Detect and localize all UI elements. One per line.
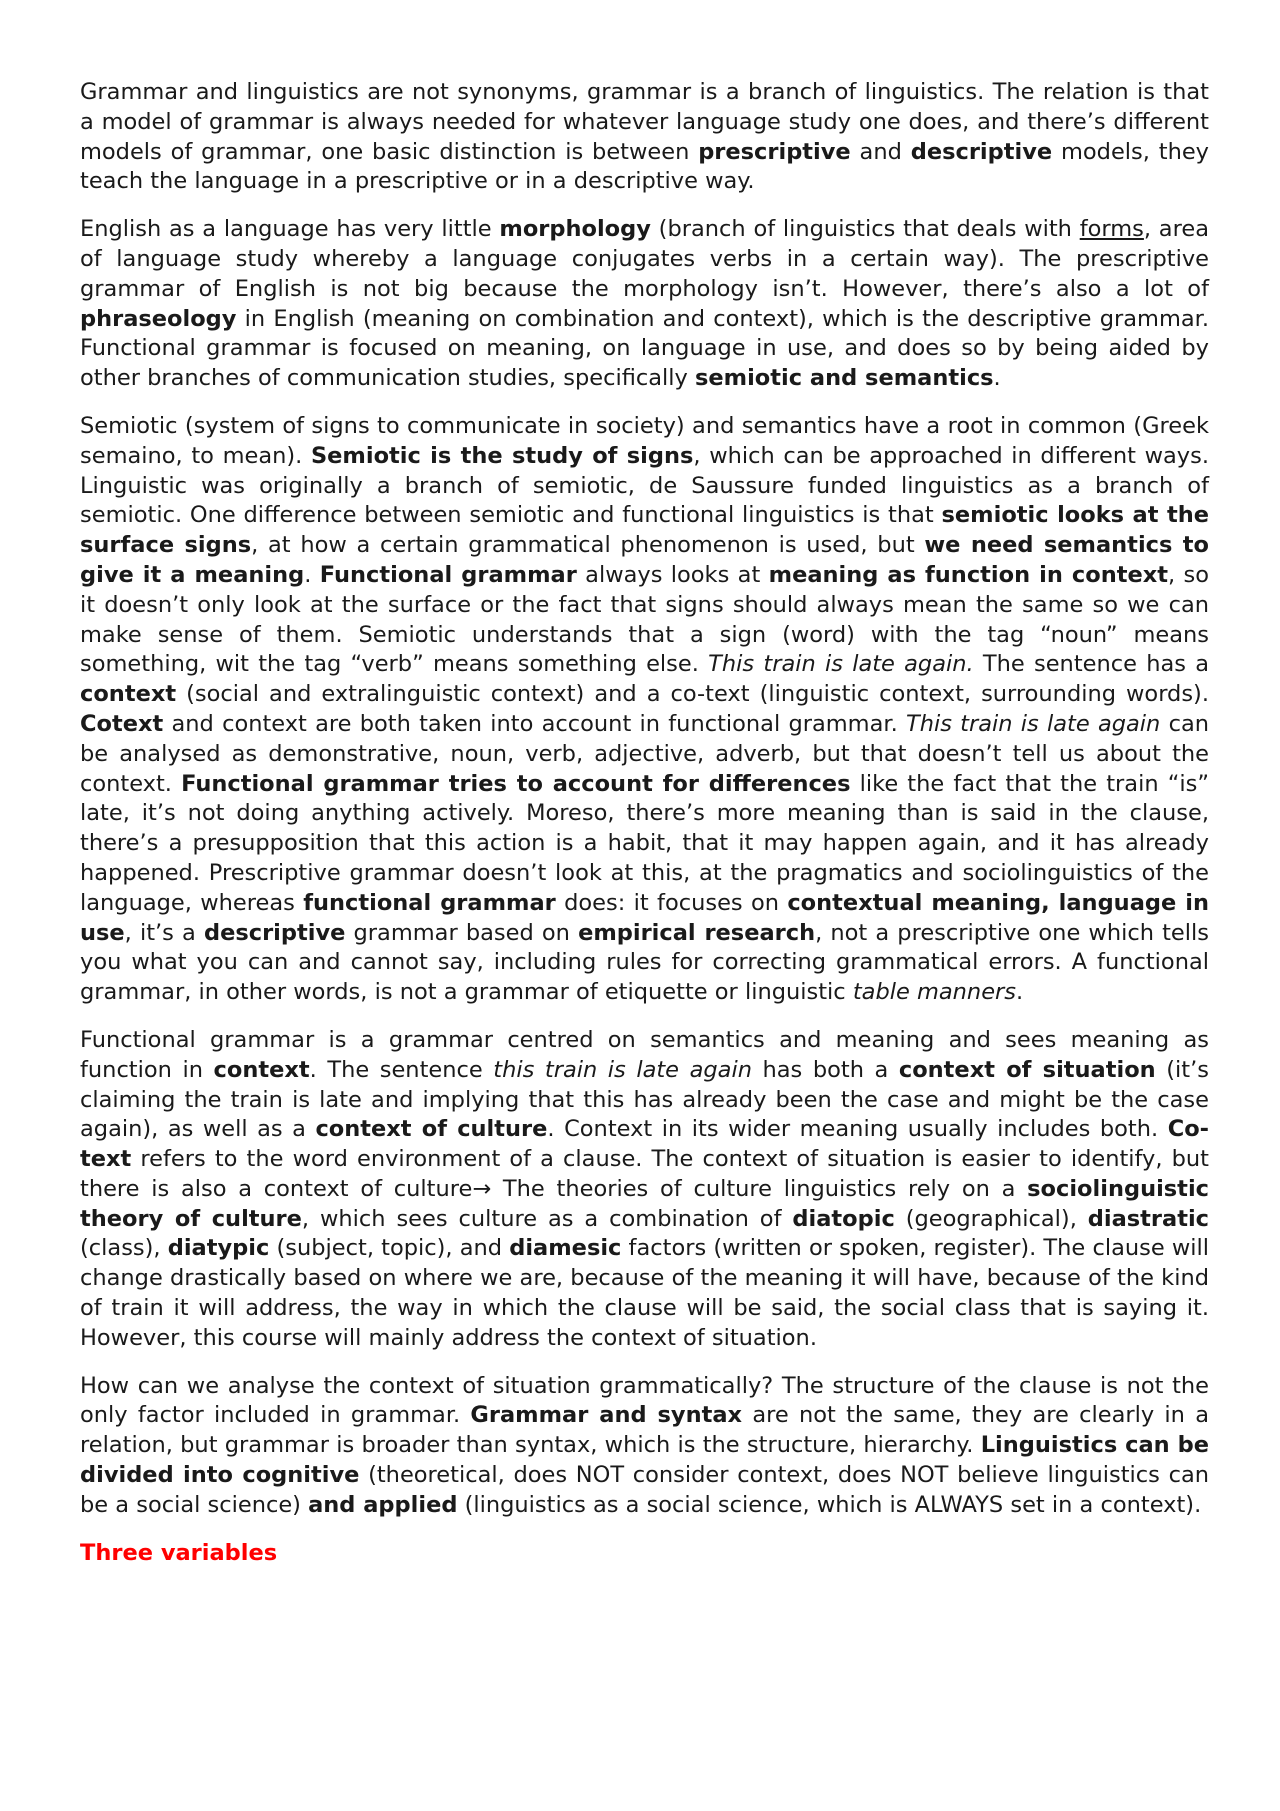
bold-term: diatypic xyxy=(167,1235,270,1262)
bold-term: Functional grammar xyxy=(319,561,577,588)
text-run: , area of language study whereby a language conjugates verbs in a certain way). The prescriptive grammar of English is not big because the morphology isn’t. However, there’s also a lot of xyxy=(80,216,1209,302)
text-run: . The sentence xyxy=(309,1056,494,1083)
text-run: like the fact that the train “is” late, it’s not doing anything actively. Moreso, there’s more meaning than is said in the clause, there’s a presupposition that this action is a habit, that it may happen again, and it has already happened. Prescriptive grammar doesn’t look at this, at the pragmatics and sociolinguistics of the language, whereas xyxy=(80,770,1209,916)
bold-term: Cotext xyxy=(80,710,164,737)
text-run: (branch of linguistics that deals with xyxy=(650,216,1080,243)
paragraph-grammar-linguistics xyxy=(80,78,1209,197)
text-run: Grammar and linguistics are not synonyms, grammar is a branch of linguistics. The relation is that a model of grammar is always needed for whatever language study one does, and there’s different models of grammar, one basic distinction is between xyxy=(80,79,1209,165)
bold-term: phraseology xyxy=(80,305,237,332)
text-run: (class), xyxy=(80,1235,168,1262)
bold-term: context xyxy=(213,1056,310,1083)
text-run: and xyxy=(850,138,911,165)
bold-term: Co-text xyxy=(80,1116,1209,1173)
underlined-term: forms xyxy=(1079,216,1144,243)
bold-term: functional grammar xyxy=(303,889,556,916)
text-run: . xyxy=(993,365,1001,392)
italic-text: This train is late again xyxy=(905,710,1161,737)
text-run: Semiotic (system of signs to communicate in society) and semantics have a root in common (Greek semaino, to mean). xyxy=(80,412,1209,469)
text-run: , not a prescriptive one which tells you what you can and cannot say, including rules for correcting grammatical errors. A functional grammar, in other words, is not a grammar of etiquette or linguistic xyxy=(80,919,1209,1006)
bold-term: context xyxy=(80,681,177,708)
text-run: and context are both taken into account in functional grammar. xyxy=(163,710,906,737)
text-run: (subject, topic), and xyxy=(269,1235,510,1262)
text-run: English as a language has very little xyxy=(80,216,500,243)
text-run: (social and extralinguistic context) and a co-text (linguistic context, surrounding words). xyxy=(176,681,1209,708)
bold-term: context of situation xyxy=(898,1056,1156,1083)
text-run: does: it focuses on xyxy=(555,889,788,916)
bold-term: semiotic and semantics xyxy=(695,365,994,392)
text-run: are not the same, they are clearly in a relation, but grammar is broader than syntax, which is the structure, hierarchy. xyxy=(80,1402,1209,1459)
bold-term: Functional grammar tries to account for differences xyxy=(181,770,851,797)
bold-term: diamesic xyxy=(509,1235,622,1262)
bold-term: diastratic xyxy=(1087,1205,1210,1232)
bold-term: descriptive xyxy=(203,919,346,946)
text-run: The sentence has a xyxy=(973,651,1209,678)
text-run: How can we analyse the context of situation grammatically? The structure of the clause is not the only factor included in grammar. xyxy=(80,1372,1209,1429)
text-run: (it’s claiming the train is late and implying that this has already been the case and might be the case again), as well as a xyxy=(80,1056,1209,1143)
text-run: refers to the word environment of a clause. The context of situation is easier to identify, but there is also a context of culture→ The theories of culture linguistics rely on a xyxy=(80,1146,1209,1202)
paragraph-morphology xyxy=(80,215,1209,394)
text-run: . xyxy=(304,561,320,588)
text-run: , so it doesn’t only look at the surface or the fact that signs should always mean the same so we can make sense of them. Semiotic understands that a sign (word) with the tag “noun” means something, wit the tag “verb” means something else. xyxy=(80,561,1210,678)
bold-term: Linguistics can be divided into cognitive xyxy=(80,1432,1209,1489)
bold-term: Semiotic is the study of signs xyxy=(310,442,694,469)
paragraph-functional-grammar xyxy=(80,1026,1209,1354)
bold-term: prescriptive xyxy=(698,138,851,165)
italic-text: this train is late again xyxy=(493,1056,752,1083)
italic-text: table manners xyxy=(852,979,1017,1006)
document-page xyxy=(80,78,1209,1586)
text-run: , it’s a xyxy=(124,919,204,946)
text-run: . Context in its wider meaning usually includes both. xyxy=(547,1116,1168,1143)
text-run: factors (written or spoken, register). The clause will change drastically based on where we are, because of the meaning it will have, because of the kind of train it will address, the way in which the clause will be said, the social class that is saying it. However, this course will mainly address the context of situation. xyxy=(80,1235,1209,1351)
bold-term: context of culture xyxy=(315,1116,548,1143)
text-run: (linguistics as a social science, which is ALWAYS set in a context). xyxy=(457,1491,1202,1518)
bold-term: descriptive xyxy=(910,138,1053,165)
bold-term: Grammar and syntax xyxy=(470,1402,743,1429)
bold-term: empirical research xyxy=(578,919,816,946)
text-run: models, they teach the language in a prescriptive or in a descriptive way. xyxy=(80,138,1210,195)
bold-term: diatopic xyxy=(792,1205,895,1232)
text-run: Functional grammar is a grammar centred on semantics and meaning and sees meaning as function in xyxy=(80,1026,1209,1083)
paragraph-context-analysis xyxy=(80,1372,1209,1521)
paragraph-semiotic xyxy=(80,412,1209,1008)
text-run: (theoretical, does NOT consider context, does NOT believe linguistics can be a social science) xyxy=(80,1462,1209,1518)
text-run: , which can be approached in different ways. Linguistic was originally a branch of semiotic, de Saussure funded linguistics as a branch of semiotic. One difference between semiotic and functional linguistics is that xyxy=(80,442,1209,529)
bold-term: we need semantics to give it a meaning xyxy=(80,532,1210,588)
text-run: , which sees culture as a combination of xyxy=(301,1205,793,1232)
text-run: always looks at xyxy=(576,561,769,588)
text-run: , at how a certain grammatical phenomenon is used, but xyxy=(251,532,925,559)
text-run: (geographical), xyxy=(894,1205,1088,1232)
section-heading: Three variables xyxy=(80,1539,278,1566)
bold-term: and applied xyxy=(308,1491,458,1518)
text-run: can be analysed as demonstrative, noun, verb, adjective, adverb, but that doesn’t tell us about the context. xyxy=(80,710,1209,797)
bold-term: sociolinguistic theory of culture xyxy=(80,1175,1209,1232)
text-run: in English (meaning on combination and context), which is the descriptive grammar. Functional grammar is focused on meaning, on language in use, and does so by being aided by other branches of communication studies, specifically xyxy=(80,305,1209,392)
italic-text: This train is late again. xyxy=(708,651,974,678)
bold-term: morphology xyxy=(499,216,651,243)
bold-term: contextual meaning, language in use xyxy=(80,889,1209,946)
text-run: . xyxy=(1016,979,1024,1006)
text-run: grammar based on xyxy=(345,919,579,946)
bold-term: meaning as function in context xyxy=(768,561,1169,588)
text-run: has both a xyxy=(751,1056,899,1083)
bold-term: semiotic looks at the surface signs xyxy=(80,502,1209,559)
